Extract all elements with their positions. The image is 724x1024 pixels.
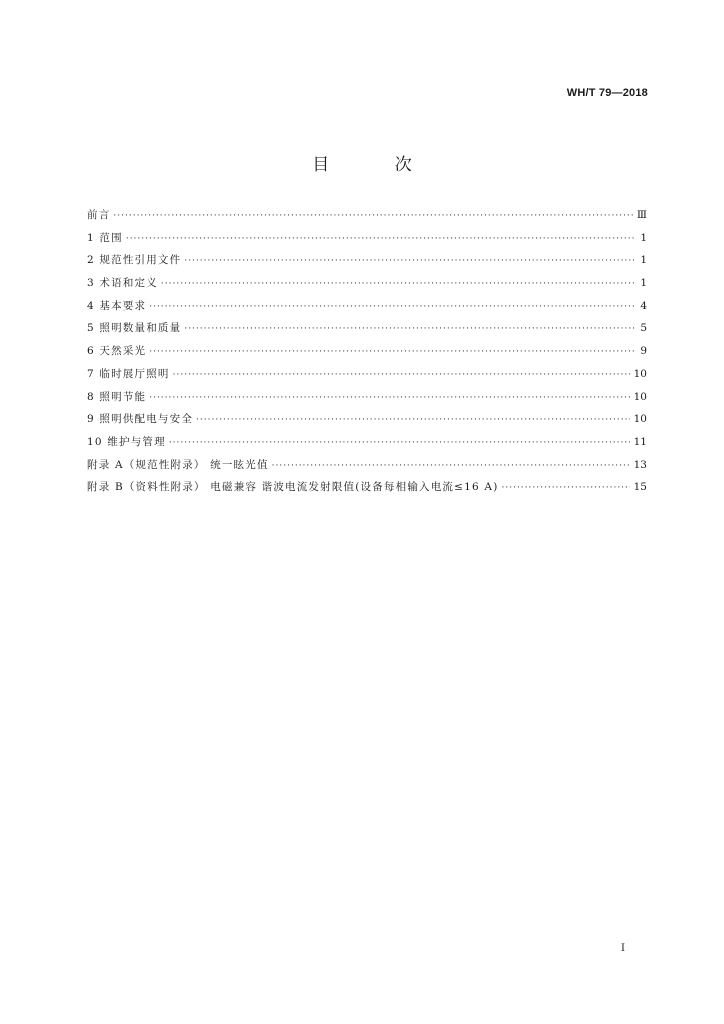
toc-entry-page: Ⅲ bbox=[636, 209, 647, 221]
toc-entry-label: 10 维护与管理 bbox=[87, 435, 166, 448]
toc-entry-label: 8 照明节能 bbox=[87, 390, 147, 403]
toc-entry-label: 7 临时展厅照明 bbox=[87, 367, 170, 380]
toc-entry-label: 附录 A（规范性附录） 统一眩光值 bbox=[87, 458, 269, 471]
toc-leader-dots bbox=[184, 320, 636, 338]
toc-entry-page: 15 bbox=[633, 481, 647, 494]
toc-entry-terms-definitions[interactable] bbox=[87, 274, 647, 297]
toc-entry-page: 10 bbox=[633, 390, 647, 403]
toc-leader-dots bbox=[169, 434, 630, 452]
toc-entry-maintenance-management[interactable] bbox=[87, 433, 647, 456]
table-of-contents bbox=[87, 206, 647, 501]
toc-entry-page: 5 bbox=[640, 322, 647, 335]
toc-leader-dots bbox=[272, 457, 630, 475]
toc-entry-page: 4 bbox=[640, 299, 647, 312]
toc-entry-page: 11 bbox=[633, 435, 647, 448]
toc-entry-page: 10 bbox=[633, 367, 647, 380]
toc-entry-label: 4 基本要求 bbox=[87, 299, 147, 312]
toc-entry-page: 9 bbox=[640, 345, 647, 358]
toc-leader-dots bbox=[149, 298, 636, 316]
toc-leader-dots bbox=[502, 479, 630, 497]
toc-entry-label: 2 规范性引用文件 bbox=[87, 254, 182, 267]
toc-entry-label: 6 天然采光 bbox=[87, 345, 147, 358]
toc-entry-power-supply-safety[interactable] bbox=[87, 410, 647, 433]
page-title: 目 次 bbox=[312, 155, 442, 175]
toc-entry-normative-references[interactable] bbox=[87, 251, 647, 274]
page-number: I bbox=[621, 943, 625, 954]
toc-entry-label: 前言 bbox=[87, 209, 111, 221]
toc-entry-page: 1 bbox=[640, 254, 647, 267]
toc-leader-dots bbox=[149, 389, 629, 407]
toc-entry-appendix-a[interactable] bbox=[87, 456, 647, 479]
toc-entry-label: 附录 B（资料性附录） 电磁兼容 谐波电流发射限值(设备每相输入电流≤16 A) bbox=[87, 481, 499, 494]
toc-entry-page: 1 bbox=[640, 277, 647, 290]
toc-leader-dots bbox=[149, 343, 636, 361]
toc-leader-dots bbox=[113, 207, 632, 225]
toc-entry-lighting-energy-saving[interactable] bbox=[87, 388, 647, 411]
toc-leader-dots bbox=[196, 411, 630, 429]
toc-entry-temporary-hall-lighting[interactable] bbox=[87, 365, 647, 388]
toc-entry-foreword[interactable] bbox=[87, 206, 647, 229]
toc-leader-dots bbox=[126, 230, 636, 248]
toc-entry-page: 13 bbox=[633, 458, 647, 471]
toc-leader-dots bbox=[184, 252, 636, 270]
toc-leader-dots bbox=[173, 366, 630, 384]
toc-entry-label: 5 照明数量和质量 bbox=[87, 322, 182, 335]
toc-entry-label: 3 术语和定义 bbox=[87, 277, 158, 290]
toc-entry-scope[interactable] bbox=[87, 229, 647, 252]
toc-entry-daylighting[interactable] bbox=[87, 342, 647, 365]
toc-entry-appendix-b[interactable] bbox=[87, 478, 647, 501]
toc-entry-basic-requirements[interactable] bbox=[87, 297, 647, 320]
toc-entry-page: 1 bbox=[640, 231, 647, 244]
toc-entry-page: 10 bbox=[633, 413, 647, 426]
toc-entry-lighting-quantity-quality[interactable] bbox=[87, 319, 647, 342]
toc-entry-label: 9 照明供配电与安全 bbox=[87, 413, 194, 426]
standard-code: WH/T 79—2018 bbox=[566, 87, 648, 99]
toc-entry-label: 1 范围 bbox=[87, 231, 123, 244]
toc-leader-dots bbox=[161, 275, 636, 293]
